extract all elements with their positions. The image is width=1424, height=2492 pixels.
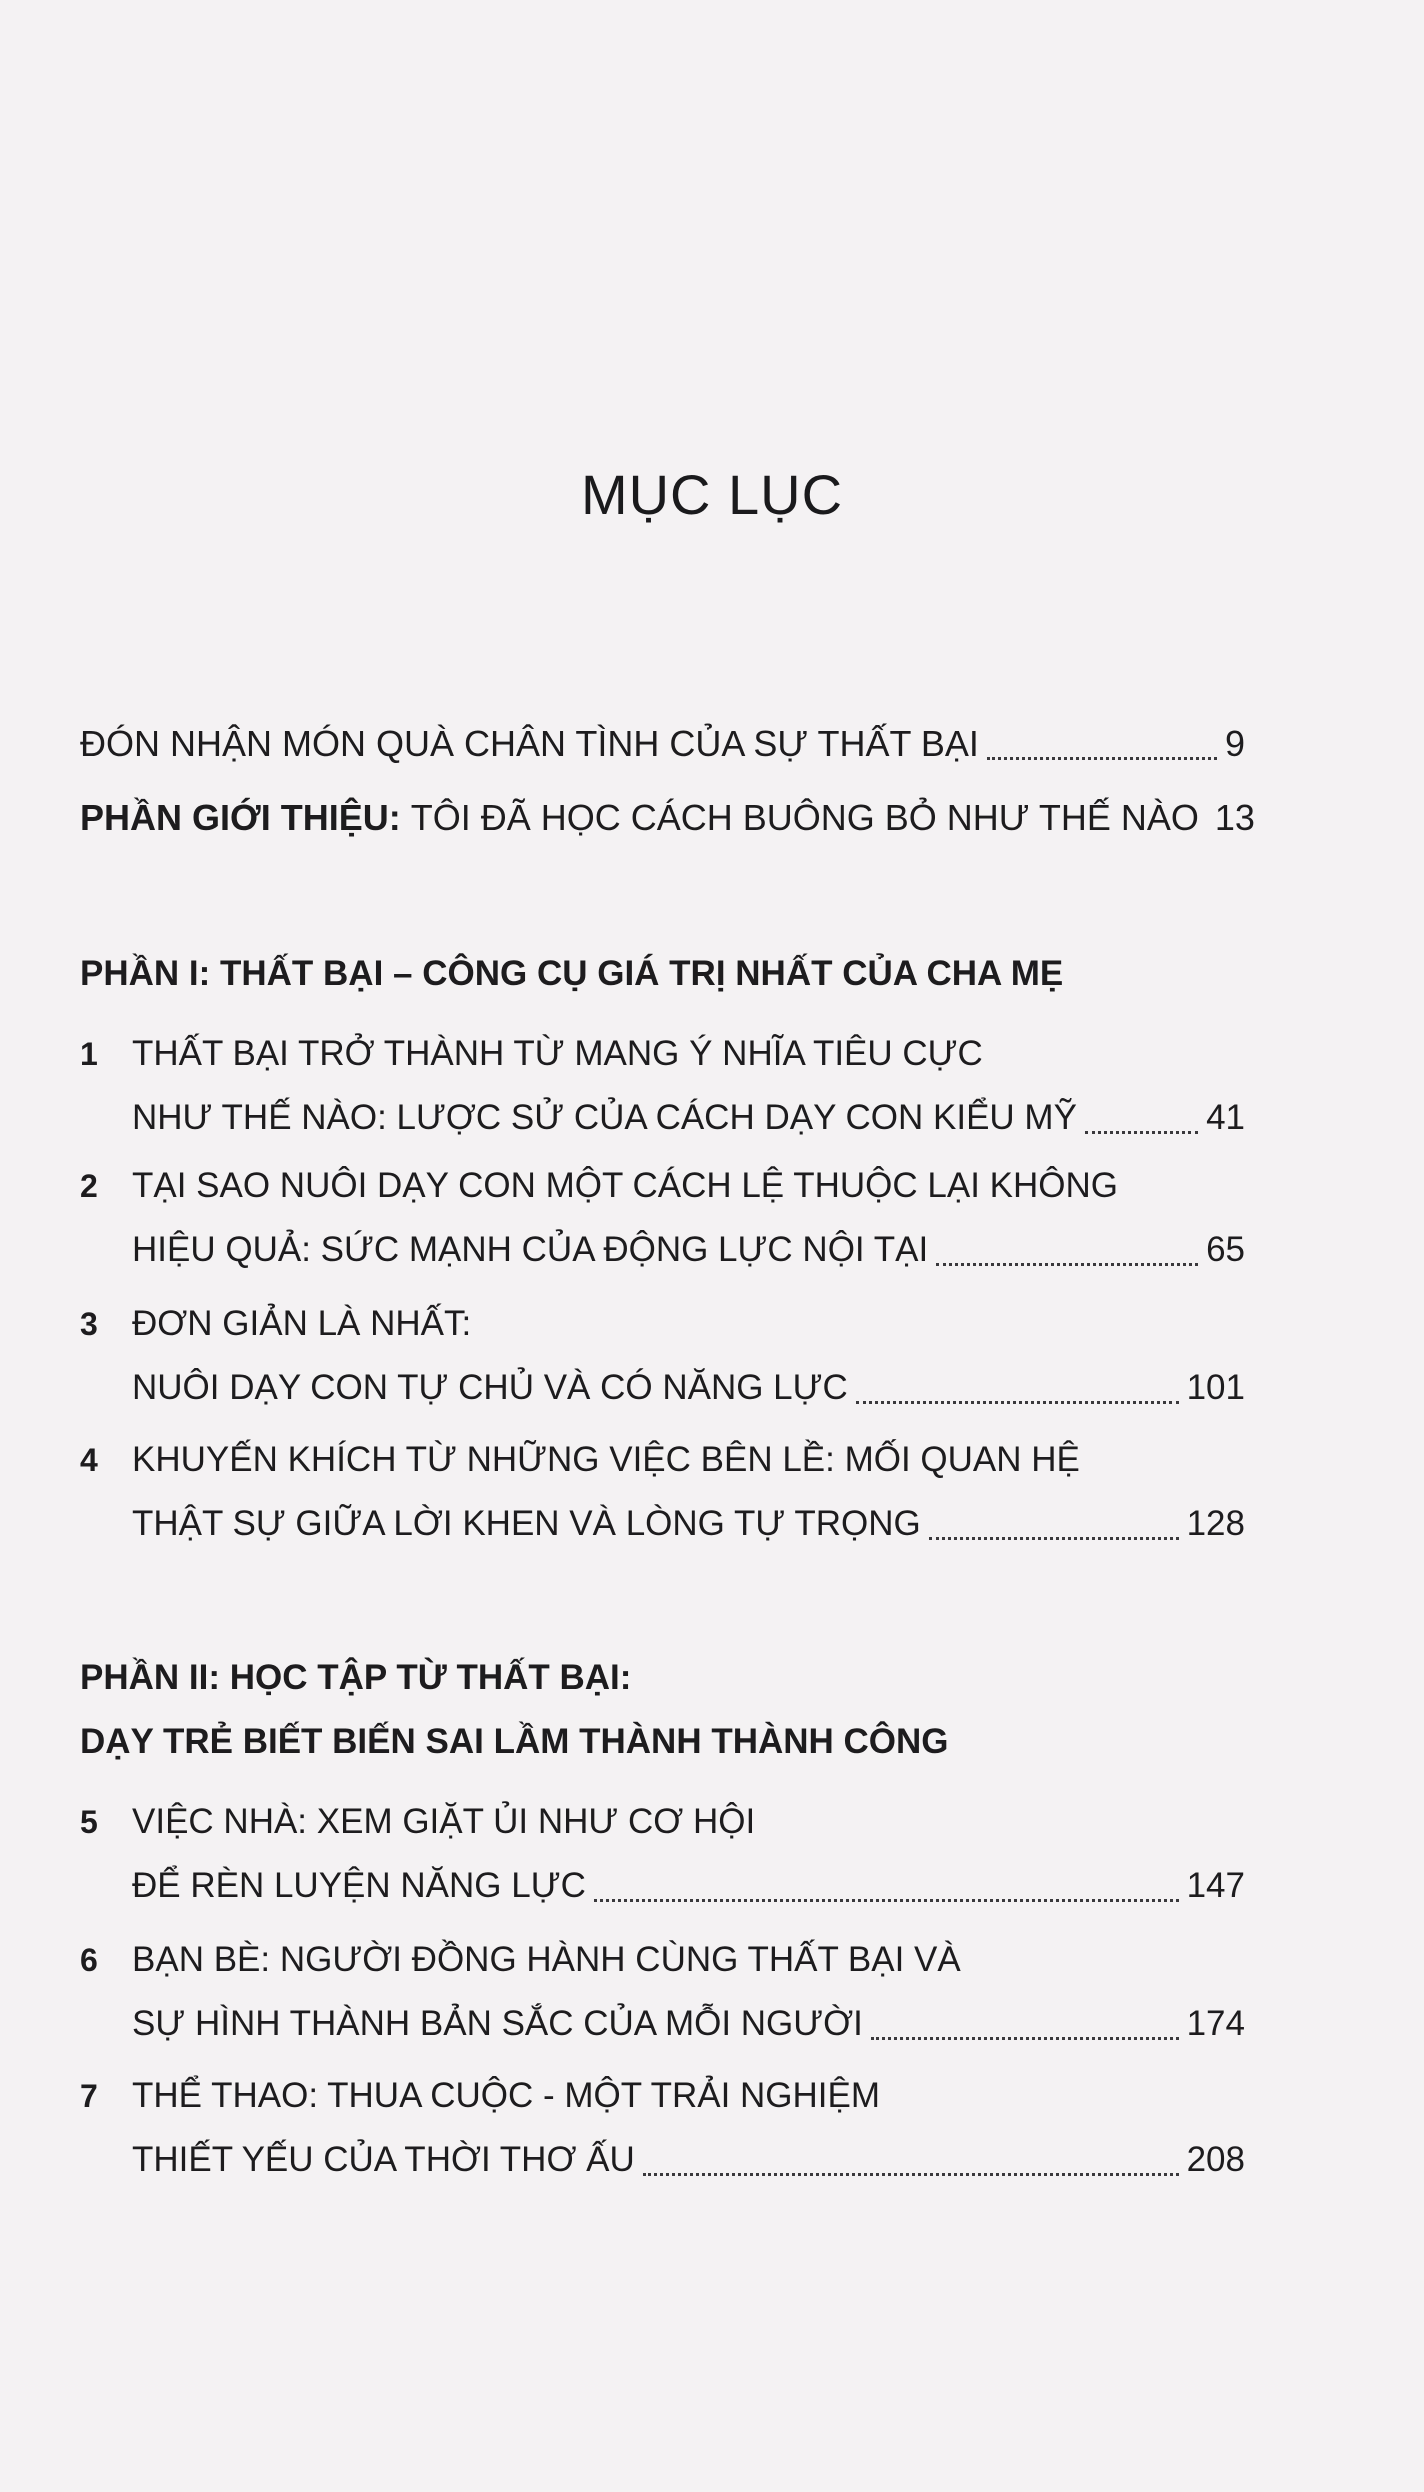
toc-entry-chapter-3 bbox=[80, 1292, 1245, 1420]
dot-leader bbox=[594, 1899, 1179, 1902]
part2-heading bbox=[80, 1646, 1245, 1774]
chapter-number: 3 bbox=[80, 1306, 98, 1342]
chapter-title-line2: ĐỂ RÈN LUYỆN NĂNG LỰC bbox=[132, 1866, 586, 1905]
entry-page-number: 174 bbox=[1186, 2004, 1245, 2043]
entry-page-number: 13 bbox=[1214, 797, 1255, 838]
entry-page-number: 101 bbox=[1186, 1368, 1245, 1407]
chapter-title-line1: VIỆC NHÀ: XEM GIẶT ỦI NHƯ CƠ HỘI bbox=[132, 1802, 756, 1841]
chapter-title-line2: NHƯ THẾ NÀO: LƯỢC SỬ CỦA CÁCH DẠY CON KIỂU MỸ bbox=[132, 1098, 1077, 1137]
chapter-number: 2 bbox=[80, 1168, 98, 1204]
part1-heading bbox=[80, 942, 1245, 1006]
chapter-title-line1: BẠN BÈ: NGƯỜI ĐỒNG HÀNH CÙNG THẤT BẠI VÀ bbox=[132, 1940, 961, 1979]
entry-page-number: 208 bbox=[1186, 2140, 1245, 2179]
chapter-title-line1: ĐƠN GIẢN LÀ NHẤT: bbox=[132, 1304, 472, 1343]
toc-entry-chapter-2 bbox=[80, 1154, 1245, 1282]
entry-text: ĐÓN NHẬN MÓN QUÀ CHÂN TÌNH CỦA SỰ THẤT BẠI bbox=[80, 723, 979, 764]
entry-page-number: 128 bbox=[1186, 1504, 1245, 1543]
dot-leader bbox=[871, 2037, 1179, 2040]
chapter-title-line1: KHUYẾN KHÍCH TỪ NHỮNG VIỆC BÊN LỀ: MỐI QUAN HỆ bbox=[132, 1440, 1080, 1479]
chapter-number: 7 bbox=[80, 2078, 98, 2114]
part2-heading-line1: PHẦN II: HỌC TẬP TỪ THẤT BẠI: bbox=[80, 1658, 632, 1697]
toc-entry-chapter-6 bbox=[80, 1928, 1245, 2056]
chapter-number: 4 bbox=[80, 1442, 98, 1478]
chapter-number: 1 bbox=[80, 1036, 98, 1072]
dot-leader bbox=[856, 1401, 1179, 1404]
chapter-title-line2: THẬT SỰ GIỮA LỜI KHEN VÀ LÒNG TỰ TRỌNG bbox=[132, 1504, 921, 1543]
entry-page-number: 65 bbox=[1206, 1230, 1245, 1269]
toc-entry-intro-gift bbox=[80, 712, 1245, 776]
chapter-title-line1: THỂ THAO: THUA CUỘC - MỘT TRẢI NGHIỆM bbox=[132, 2076, 881, 2115]
chapter-number: 6 bbox=[80, 1942, 98, 1978]
dot-leader bbox=[987, 757, 1217, 760]
toc-entry-chapter-5 bbox=[80, 1790, 1245, 1918]
toc-entry-chapter-4 bbox=[80, 1428, 1245, 1556]
part2-heading-line2: DẠY TRẺ BIẾT BIẾN SAI LẦM THÀNH THÀNH CÔNG bbox=[80, 1722, 949, 1761]
dot-leader bbox=[929, 1537, 1179, 1540]
chapter-number: 5 bbox=[80, 1804, 98, 1840]
toc-entry-chapter-7 bbox=[80, 2064, 1245, 2192]
chapter-title-line1: TẠI SAO NUÔI DẠY CON MỘT CÁCH LỆ THUỘC LẠI KHÔNG bbox=[132, 1166, 1118, 1205]
dot-leader bbox=[643, 2173, 1179, 2176]
entry-page-number: 41 bbox=[1206, 1098, 1245, 1137]
toc-entry-intro-part bbox=[80, 786, 1255, 850]
chapter-title-line2: HIỆU QUẢ: SỨC MẠNH CỦA ĐỘNG LỰC NỘI TẠI bbox=[132, 1230, 929, 1269]
toc-entry-chapter-1 bbox=[80, 1022, 1245, 1150]
chapter-title-line1: THẤT BẠI TRỞ THÀNH TỪ MANG Ý NHĨA TIÊU CỰC bbox=[132, 1034, 983, 1073]
entry-page-number: 147 bbox=[1186, 1866, 1245, 1905]
page-title: MỤC LỤC bbox=[580, 463, 844, 526]
chapter-title-line2: THIẾT YẾU CỦA THỜI THƠ ẤU bbox=[132, 2140, 635, 2179]
entry-text: TÔI ĐÃ HỌC CÁCH BUÔNG BỎ NHƯ THẾ NÀO bbox=[410, 797, 1199, 838]
chapter-title-line2: SỰ HÌNH THÀNH BẢN SẮC CỦA MỖI NGƯỜI bbox=[132, 2004, 863, 2043]
entry-label: PHẦN GIỚI THIỆU: bbox=[80, 797, 401, 838]
dot-leader bbox=[1085, 1131, 1198, 1134]
entry-page-number: 9 bbox=[1224, 723, 1245, 764]
dot-leader bbox=[936, 1263, 1198, 1266]
part1-heading-text: PHẦN I: THẤT BẠI – CÔNG CỤ GIÁ TRỊ NHẤT CỦA CHA MẸ bbox=[80, 954, 1064, 993]
chapter-title-line2: NUÔI DẠY CON TỰ CHỦ VÀ CÓ NĂNG LỰC bbox=[132, 1368, 848, 1407]
